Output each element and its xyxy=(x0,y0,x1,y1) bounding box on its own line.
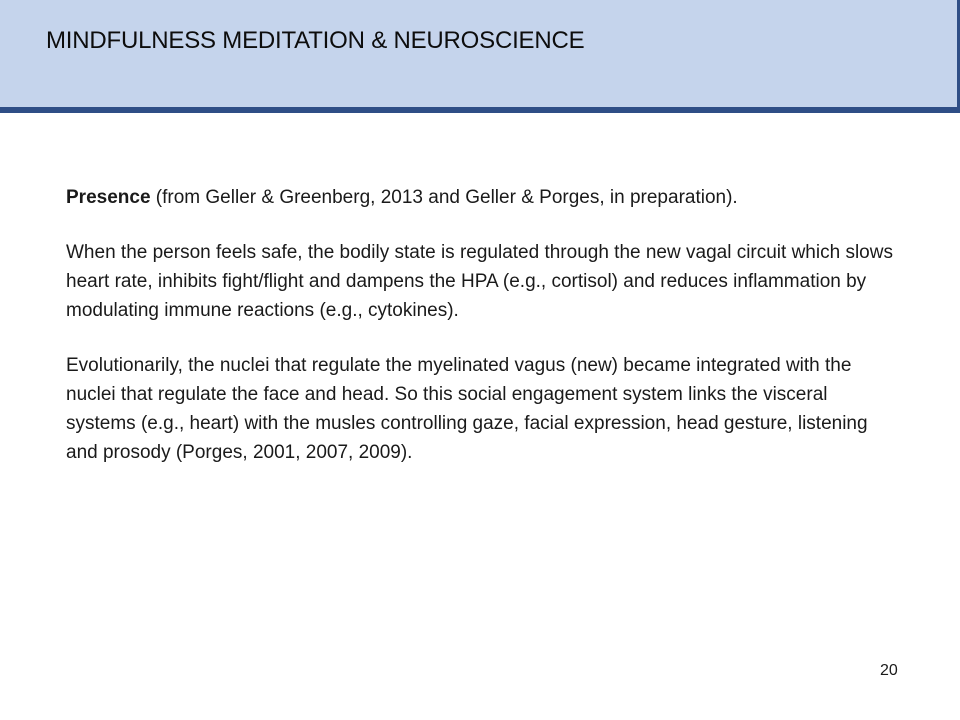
vagal-circuit-paragraph: When the person feels safe, the bodily state is regulated through the new vagal circuit which slows heart rate, inhibits fight/flight and dampens the HPA (e.g., cortisol) and reduces inflammation by modulating immune reactions (e.g., cytokines). xyxy=(66,242,893,321)
presence-heading: Presence xyxy=(66,187,151,208)
slide-body xyxy=(66,183,896,493)
evolution-paragraph: Evolutionarily, the nuclei that regulate the myelinated vagus (new) became integrated with the nuclei that regulate the face and head. So this social engagement system links the visceral systems (e.g., heart) with the musles controlling gaze, facial expression, head gesture, listening and prosody (Porges, 2001, 2007, 2009). xyxy=(66,355,868,463)
presence-citation: (from Geller & Greenberg, 2013 and Geller & Porges, in preparation). xyxy=(150,187,738,208)
page-number: 20 xyxy=(880,662,898,679)
title-underline xyxy=(0,107,960,113)
slide-title: MINDFULNESS MEDITATION & NEUROSCIENCE xyxy=(46,27,585,54)
title-bar xyxy=(0,0,960,107)
presence-paragraph xyxy=(66,183,896,212)
